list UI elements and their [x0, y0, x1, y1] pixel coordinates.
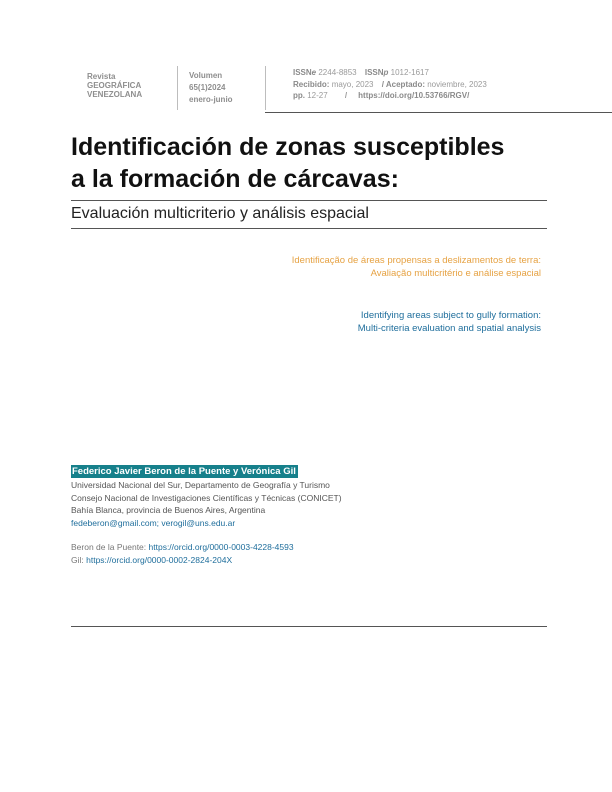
journal-line-1: Revista — [87, 72, 116, 81]
portuguese-title — [292, 254, 541, 280]
issn-p-label: ISSN — [364, 68, 384, 77]
header-rule — [265, 112, 612, 113]
title-line-1: Identificación de zonas susceptibles — [71, 133, 505, 161]
issn-p-suffix: p — [383, 68, 389, 77]
affiliation-3: Bahía Blanca, provincia de Buenos Aires, Argentina — [71, 505, 266, 515]
orcid-1-link[interactable]: https://orcid.org/0000-0003-4228-4593 — [148, 542, 294, 552]
article-title — [71, 131, 551, 195]
received-value: mayo, 2023 — [331, 79, 374, 89]
pages-value: 12-27 — [307, 91, 328, 100]
orcid-line-1 — [71, 541, 294, 554]
title-line-2: a la formación de cárcavas: — [71, 165, 399, 193]
en-title-line-1: Identifying areas subject to gully formation: — [360, 310, 541, 321]
pt-title-line-2: Avaliação multicritério e análise espacial — [370, 268, 541, 279]
footer-rule — [71, 626, 547, 627]
issn-line — [293, 67, 493, 79]
pages-doi-line — [293, 90, 493, 102]
accepted-label: / Aceptado: — [381, 79, 425, 89]
journal-line-3: VENEZOLANA — [87, 90, 143, 99]
journal-name — [87, 72, 142, 99]
subtitle-rule — [71, 228, 547, 229]
orcid-2-link[interactable]: https://orcid.org/0000-0002-2824-204X — [86, 554, 233, 565]
journal-line-2: GEOGRÁFICA — [87, 81, 142, 90]
header-divider — [177, 66, 178, 110]
author-names: Federico Javier Beron de la Puente y Verónica Gil — [72, 466, 296, 477]
received-label: Recibido: — [293, 79, 330, 89]
issn-e-value: 2244-8853 — [318, 68, 357, 77]
doi-link[interactable]: https://doi.org/10.53766/RGV/ — [358, 91, 470, 100]
pages-label: pp. — [293, 91, 305, 100]
accepted-value: noviembre, 2023 — [427, 79, 487, 89]
volume-info — [189, 70, 233, 106]
affiliation-2: Consejo Nacional de Investigaciones Científicas y Técnicas (CONICET) — [71, 492, 342, 503]
separator: / — [344, 91, 348, 100]
volume-period: enero-junio — [189, 95, 233, 104]
publication-metadata — [293, 67, 493, 102]
author-orcids — [71, 541, 294, 566]
author-affiliations — [71, 479, 342, 529]
en-title-line-2: Multi-criteria evaluation and spatial analysis — [357, 323, 541, 334]
dates-line — [293, 79, 493, 91]
pt-title-line-1: Identificação de áreas propensas a deslizamentos de terra: — [291, 255, 541, 266]
affiliation-1: Universidad Nacional del Sur, Departamento de Geografía y Turismo — [71, 480, 330, 490]
issn-e-label: ISSN — [293, 68, 312, 77]
volume-value: 65(1)2024 — [189, 83, 226, 92]
header-divider — [265, 66, 266, 110]
orcid-1-label: Beron de la Puente: — [71, 542, 149, 552]
issn-p-value: 1012-1617 — [390, 68, 429, 77]
title-rule — [71, 200, 547, 201]
english-title — [358, 309, 541, 335]
article-subtitle: Evaluación multicriterio y análisis espacial — [71, 205, 369, 222]
volume-label: Volumen — [189, 71, 223, 80]
author-emails[interactable]: fedeberon@gmail.com; verogil@uns.edu.ar — [71, 517, 236, 528]
orcid-line-2 — [71, 554, 294, 567]
issn-e-suffix: e — [311, 68, 317, 77]
orcid-2-label: Gil: — [71, 554, 87, 565]
